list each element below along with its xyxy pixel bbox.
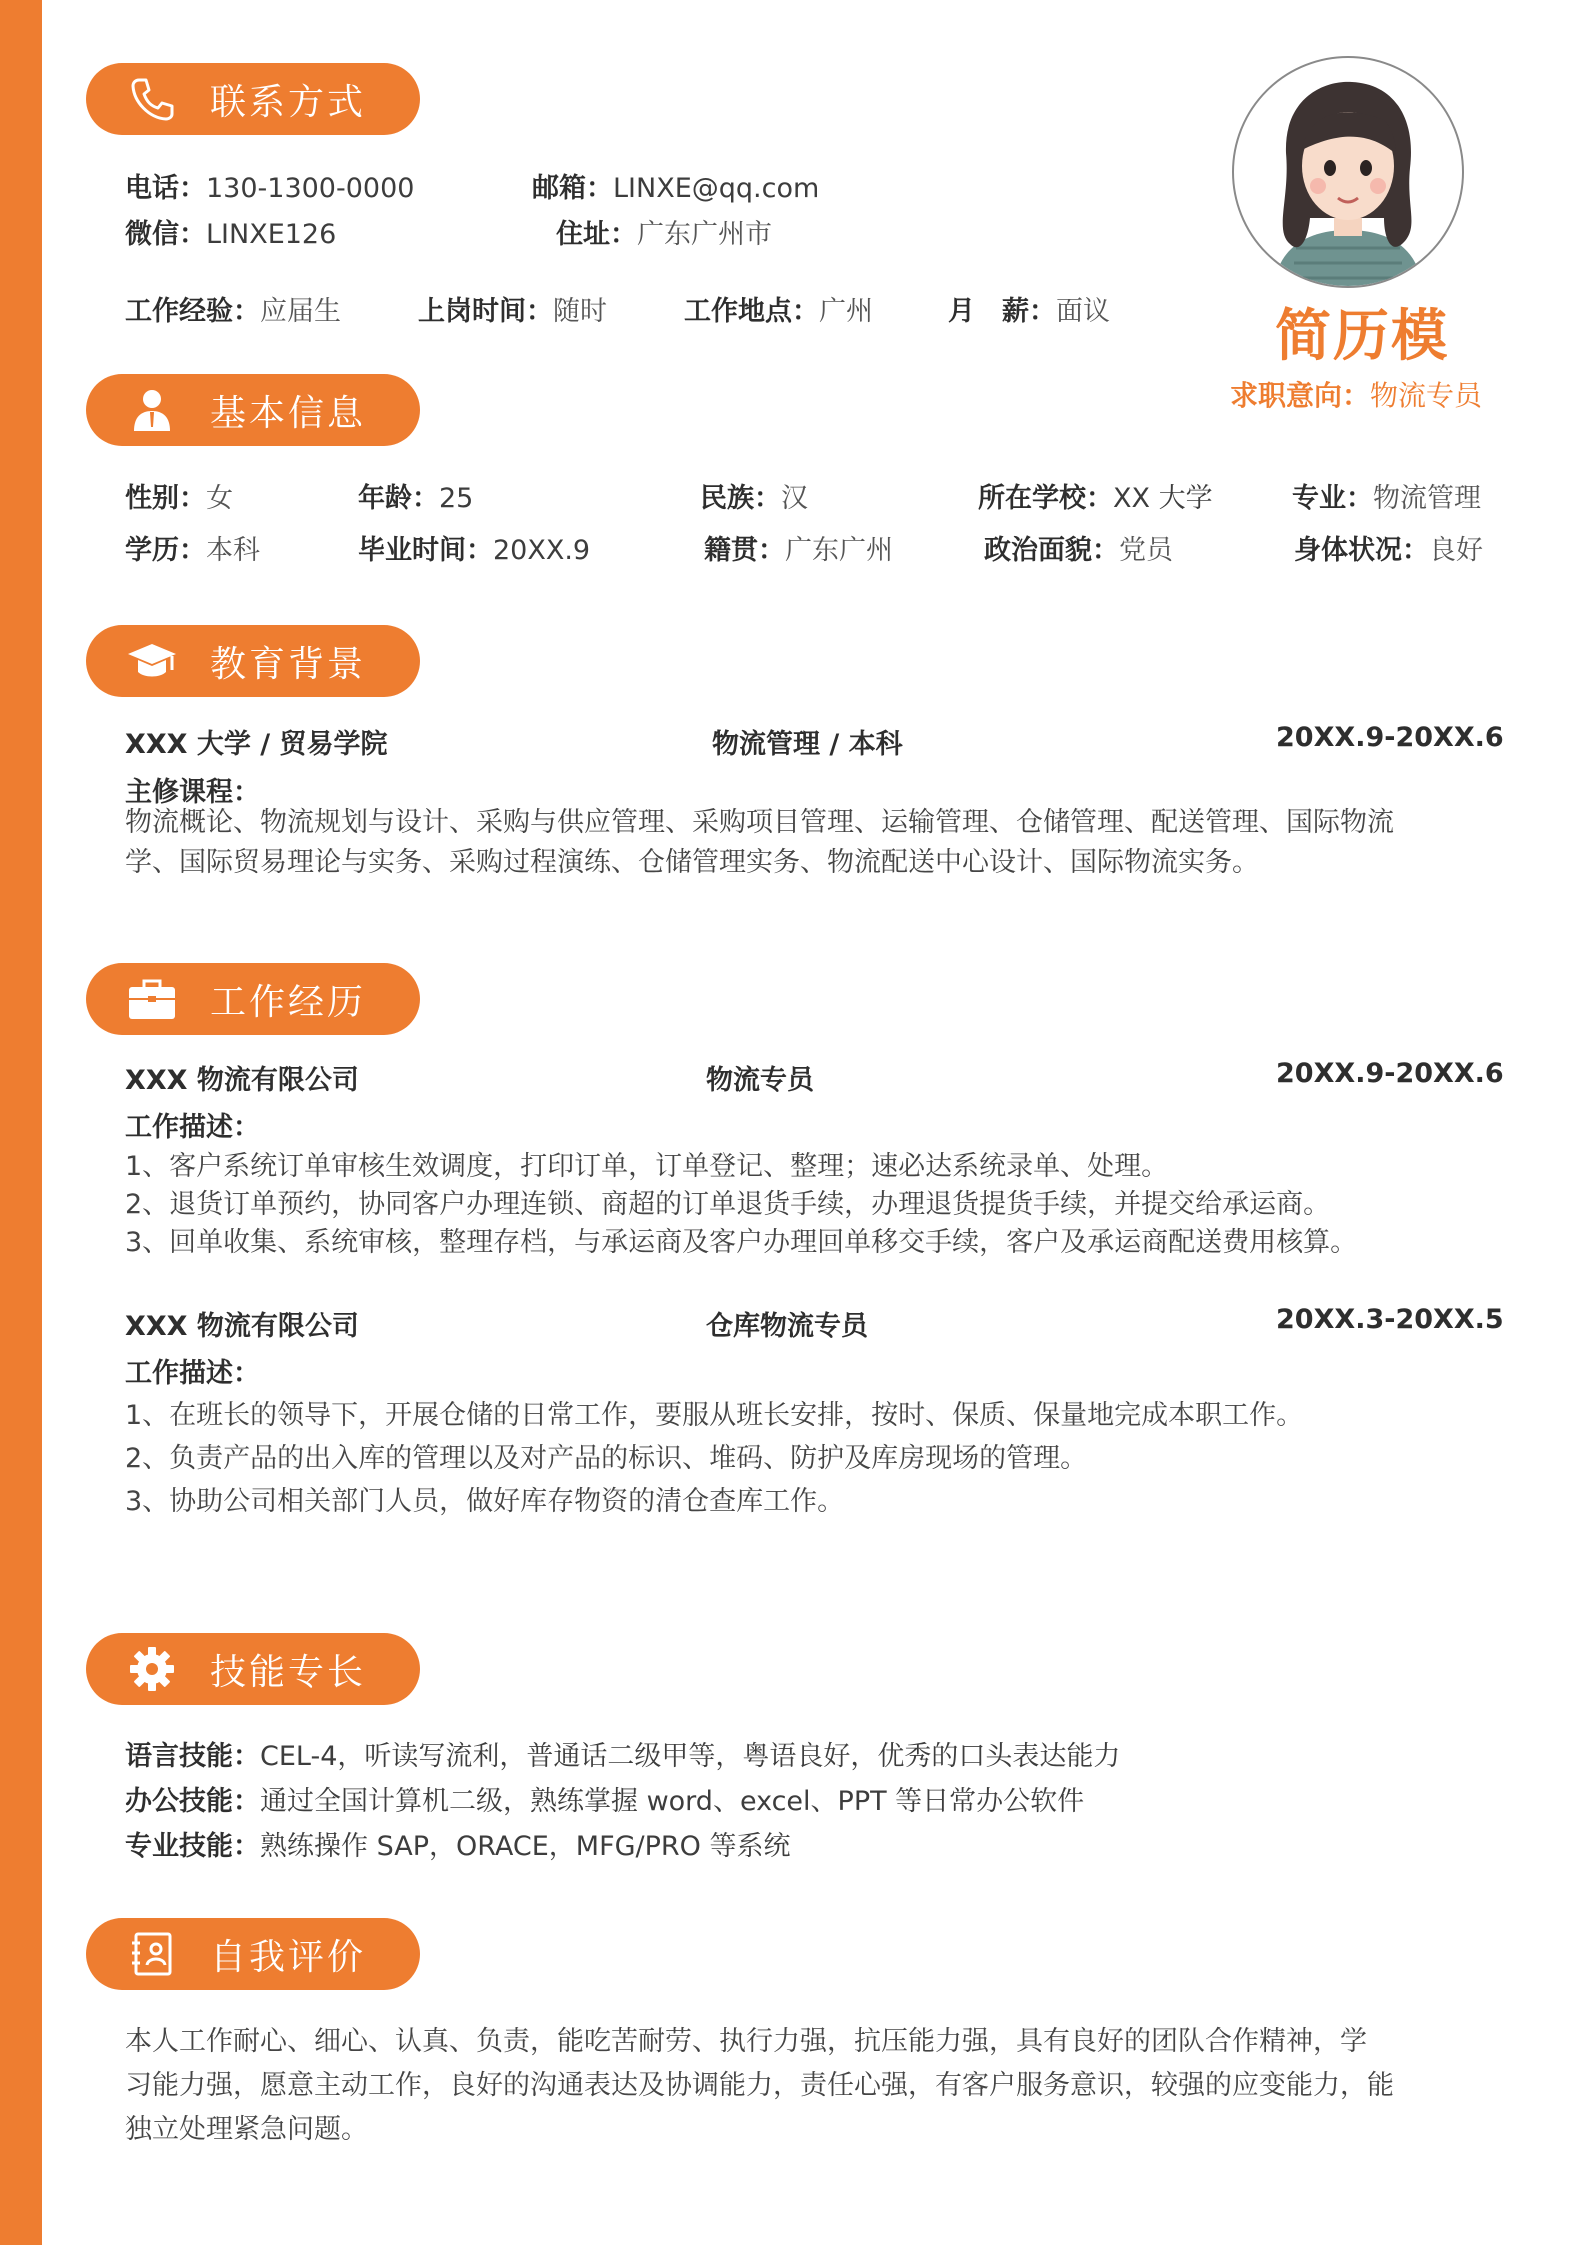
skill-value: 熟练操作 SAP，ORACE，MFG/PRO 等系统	[260, 1831, 791, 1862]
health-value: 良好	[1429, 535, 1483, 566]
job-intent-label: 求职意向：	[1230, 379, 1371, 412]
experience-label: 工作经验：	[125, 296, 260, 327]
salary-value: 面议	[1056, 296, 1110, 327]
grad-label: 毕业时间：	[358, 535, 493, 566]
briefcase-icon	[126, 973, 178, 1025]
list-item: 3、协助公司相关部门人员，做好库存物资的清仓查库工作。	[125, 1486, 845, 1517]
gender-value: 女	[206, 483, 233, 514]
section-header-education	[86, 625, 420, 697]
skill-value: CEL-4，听读写流利，普通话二级甲等，粤语良好，优秀的口头表达能力	[260, 1741, 1121, 1772]
edu-courses	[125, 803, 1500, 883]
location-label: 工作地点：	[684, 296, 819, 327]
section-title: 技能专长	[210, 1651, 367, 1693]
job-desc-list	[125, 1394, 1500, 1523]
phone-label: 电话：	[125, 173, 206, 204]
graduation-cap-icon	[126, 635, 178, 687]
list-item: 2、负责产品的出入库的管理以及对产品的标识、堆码、防护及库房现场的管理。	[125, 1443, 1088, 1474]
basic-health	[1294, 528, 1483, 567]
skill-office	[125, 1779, 1084, 1818]
ethnicity-label: 民族：	[700, 483, 781, 514]
school-label: 所在学校：	[978, 483, 1113, 514]
edu-courses-label: 主修课程：	[125, 777, 260, 808]
section-header-self	[86, 1918, 420, 1990]
self-evaluation	[125, 2020, 1500, 2152]
work-experience	[125, 289, 341, 328]
section-header-skills	[86, 1633, 420, 1705]
health-label: 身体状况：	[1294, 535, 1429, 566]
start-label: 上岗时间：	[418, 296, 553, 327]
job-desc-label: 工作描述：	[125, 1358, 260, 1389]
contact-email	[532, 166, 819, 205]
section-header-work	[86, 963, 420, 1035]
job-desc-label: 工作描述：	[125, 1112, 260, 1143]
basic-age	[358, 476, 473, 515]
basic-degree	[125, 528, 260, 567]
age-label: 年龄：	[358, 483, 439, 514]
avatar	[1232, 56, 1464, 288]
skill-language	[125, 1734, 1120, 1773]
email-value: LINXE@qq.com	[613, 173, 820, 204]
email-label: 邮箱：	[532, 173, 613, 204]
section-title: 工作经历	[210, 981, 367, 1023]
job-period: 20XX.9-20XX.6	[1276, 1058, 1504, 1089]
basic-politics	[984, 528, 1173, 567]
basic-ethnicity	[700, 476, 808, 515]
contact-wechat	[125, 212, 336, 251]
edu-courses-line: 学、国际贸易理论与实务、采购过程演练、仓储管理实务、物流配送中心设计、国际物流实务。	[125, 847, 1259, 878]
section-title: 联系方式	[210, 81, 367, 123]
address-label: 住址：	[556, 219, 637, 250]
job-role: 物流专员	[706, 1065, 814, 1096]
list-item: 1、在班长的领导下，开展仓储的日常工作，要服从班长安排，按时、保质、保量地完成本职工作。	[125, 1400, 1304, 1431]
edu-major: 物流管理 / 本科	[712, 729, 903, 760]
contact-address	[556, 212, 772, 251]
politics-label: 政治面貌：	[984, 535, 1119, 566]
edu-school: XXX 大学 / 贸易学院	[125, 729, 388, 760]
left-accent-bar	[0, 0, 42, 2245]
salary-label: 月 薪：	[948, 296, 1056, 327]
person-icon	[126, 384, 178, 436]
edu-period: 20XX.9-20XX.6	[1276, 722, 1504, 753]
major-value: 物流管理	[1373, 483, 1481, 514]
basic-school	[978, 476, 1213, 515]
job-company: XXX 物流有限公司	[125, 1065, 359, 1096]
gear-icon	[126, 1643, 178, 1695]
section-header-basic	[86, 374, 420, 446]
self-eval-line: 本人工作耐心、细心、认真、负责，能吃苦耐劳、执行力强，抗压能力强，具有良好的团队合作精神，学	[125, 2026, 1367, 2057]
age-value: 25	[439, 483, 474, 514]
ethnicity-value: 汉	[781, 483, 808, 514]
girl-avatar-illustration	[1234, 58, 1462, 286]
grad-value: 20XX.9	[493, 535, 591, 566]
address-value: 广东广州市	[637, 219, 772, 250]
basic-grad	[358, 528, 590, 567]
basic-major	[1292, 476, 1481, 515]
degree-label: 学历：	[125, 535, 206, 566]
experience-value: 应届生	[260, 296, 341, 327]
section-title: 自我评价	[210, 1936, 367, 1978]
native-value: 广东广州	[785, 535, 893, 566]
start-time	[418, 289, 607, 328]
skill-label: 专业技能：	[125, 1831, 260, 1862]
politics-value: 党员	[1119, 535, 1173, 566]
section-title: 教育背景	[210, 643, 367, 685]
skill-value: 通过全国计算机二级，熟练掌握 word、excel、PPT 等日常办公软件	[260, 1786, 1085, 1817]
self-eval-line: 习能力强，愿意主动工作，良好的沟通表达及协调能力，责任心强，有客户服务意识，较强的应变能力，能	[125, 2070, 1394, 2101]
phone-icon	[126, 73, 178, 125]
contact-phone	[125, 166, 414, 205]
basic-native	[704, 528, 893, 567]
phone-value: 130-1300-0000	[206, 173, 415, 204]
job-intent-value: 物流专员	[1370, 379, 1483, 412]
wechat-value: LINXE126	[206, 219, 337, 250]
skill-label: 办公技能：	[125, 1786, 260, 1817]
major-label: 专业：	[1292, 483, 1373, 514]
basic-gender	[125, 476, 233, 515]
native-label: 籍贯：	[704, 535, 785, 566]
resume-name: 简历模	[1275, 304, 1449, 369]
school-value: XX 大学	[1113, 483, 1213, 514]
job-period: 20XX.3-20XX.5	[1276, 1304, 1504, 1335]
list-item: 1、客户系统订单审核生效调度，打印订单，订单登记、整理；速必达系统录单、处理。	[125, 1151, 1169, 1182]
gender-label: 性别：	[125, 483, 206, 514]
start-value: 随时	[553, 296, 607, 327]
section-title: 基本信息	[210, 392, 367, 434]
wechat-label: 微信：	[125, 219, 206, 250]
list-item: 2、退货订单预约，协同客户办理连锁、商超的订单退货手续，办理退货提货手续，并提交给承运商。	[125, 1189, 1331, 1220]
job-intent	[1230, 374, 1482, 414]
notebook-icon	[126, 1928, 178, 1980]
self-eval-line: 独立处理紧急问题。	[125, 2114, 368, 2145]
skill-professional	[125, 1824, 791, 1863]
skill-label: 语言技能：	[125, 1741, 260, 1772]
section-header-contact	[86, 63, 420, 135]
edu-courses-line: 物流概论、物流规划与设计、采购与供应管理、采购项目管理、运输管理、仓储管理、配送管理、国际物流	[125, 807, 1394, 838]
job-desc-list	[125, 1148, 1500, 1262]
job-role: 仓库物流专员	[706, 1311, 868, 1342]
work-location	[684, 289, 873, 328]
location-value: 广州	[819, 296, 873, 327]
salary	[948, 289, 1110, 328]
degree-value: 本科	[206, 535, 260, 566]
job-company: XXX 物流有限公司	[125, 1311, 359, 1342]
list-item: 3、回单收集、系统审核，整理存档，与承运商及客户办理回单移交手续，客户及承运商配送费用核算。	[125, 1227, 1358, 1258]
